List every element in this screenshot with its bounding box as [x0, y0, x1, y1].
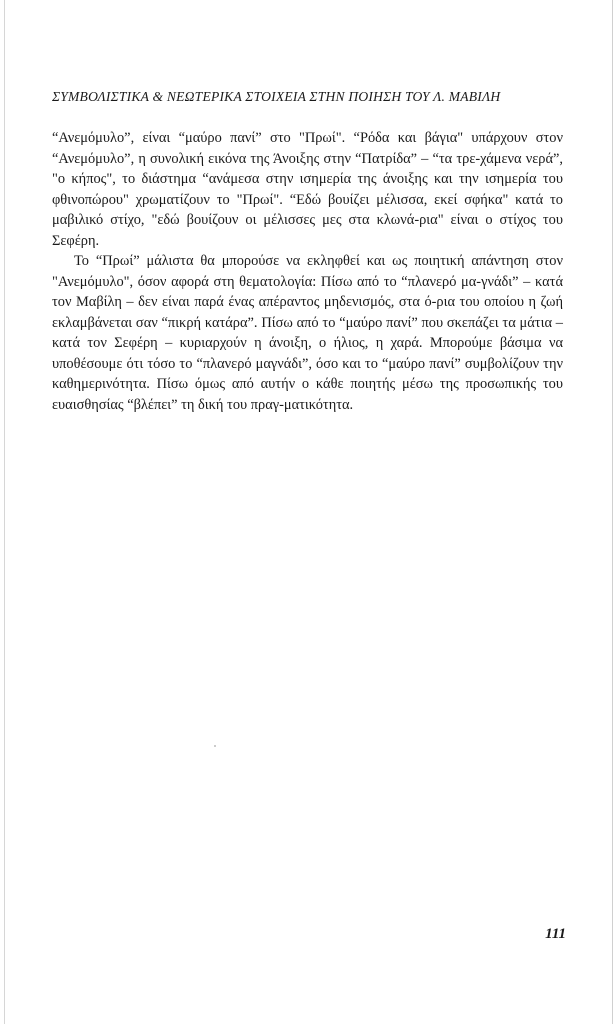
page-edge-left: [4, 0, 5, 1024]
running-header: ΣΥΜΒΟΛΙΣΤΙΚΑ & ΝΕΩΤΕΡΙΚΑ ΣΤΟΙΧΕΙΑ ΣΤΗΝ ΠΟΙΗΣΗ ΤΟΥ Λ. ΜΑΒΙΛΗ: [52, 89, 501, 104]
body-text: [52, 128, 563, 415]
page-number: 111: [545, 926, 566, 942]
paragraph: “Ανεμόμυλο”, είναι “μαύρο πανί” στο "Πρωί". “Ρόδα και βάγια" υπάρχουν στον “Ανεμόμυλο”, η συνολική εικόνα της Άνοιξης στην “Πατρίδα” – “τα τρε-χάμενα νερά”, "ο κήπος", το διάστημα “ανάμεσα στην ισημερία της άνοιξης και την ισημερία του φθινοπώρου" χρωματίζουν το "Πρωί". “Εδώ βουίζει μέλισσα, εκεί σφήκα" κατά το μαβιλικό στίχο, "εδώ βουίζουν οι μέλισσες μες στα κλωνά-ρια" είναι ο στίχος του Σεφέρη.: [52, 130, 563, 249]
paragraph: Το “Πρωί” μάλιστα θα μπορούσε να εκληφθεί και ως ποιητική απάντηση στον "Ανεμόμυλο", όσον αφορά στη θεματολογία: Πίσω από το “πλανερό μα-γνάδι” – κατά τον Μαβίλη – δεν είναι παρά ένας απέραντος μηδενισμός, στα ό-ρια του οποίου η ζωή εκλαμβάνεται σαν “πικρή κατάρα”. Πίσω από το “μαύρο πανί” που σκεπάζει τα μάτια – κατά τον Σεφέρη – κυριαρχούν η άνοιξη, ο ήλιος, η χαρά. Μπορούμε βάσιμα να υποθέσουμε ότι τόσο το “πλανερό μαγνάδι”, όσο και το “μαύρο πανί” συμβολίζουν την καθημερινότητα. Πίσω όμως από αυτήν ο κάθε ποιητής μέσω της προσωπικής του ευαισθησίας “βλέπει” τη δική του πραγ-ματικότητα.: [52, 253, 563, 413]
paper-speck: [214, 745, 216, 747]
page-edge-right: [612, 0, 613, 1024]
